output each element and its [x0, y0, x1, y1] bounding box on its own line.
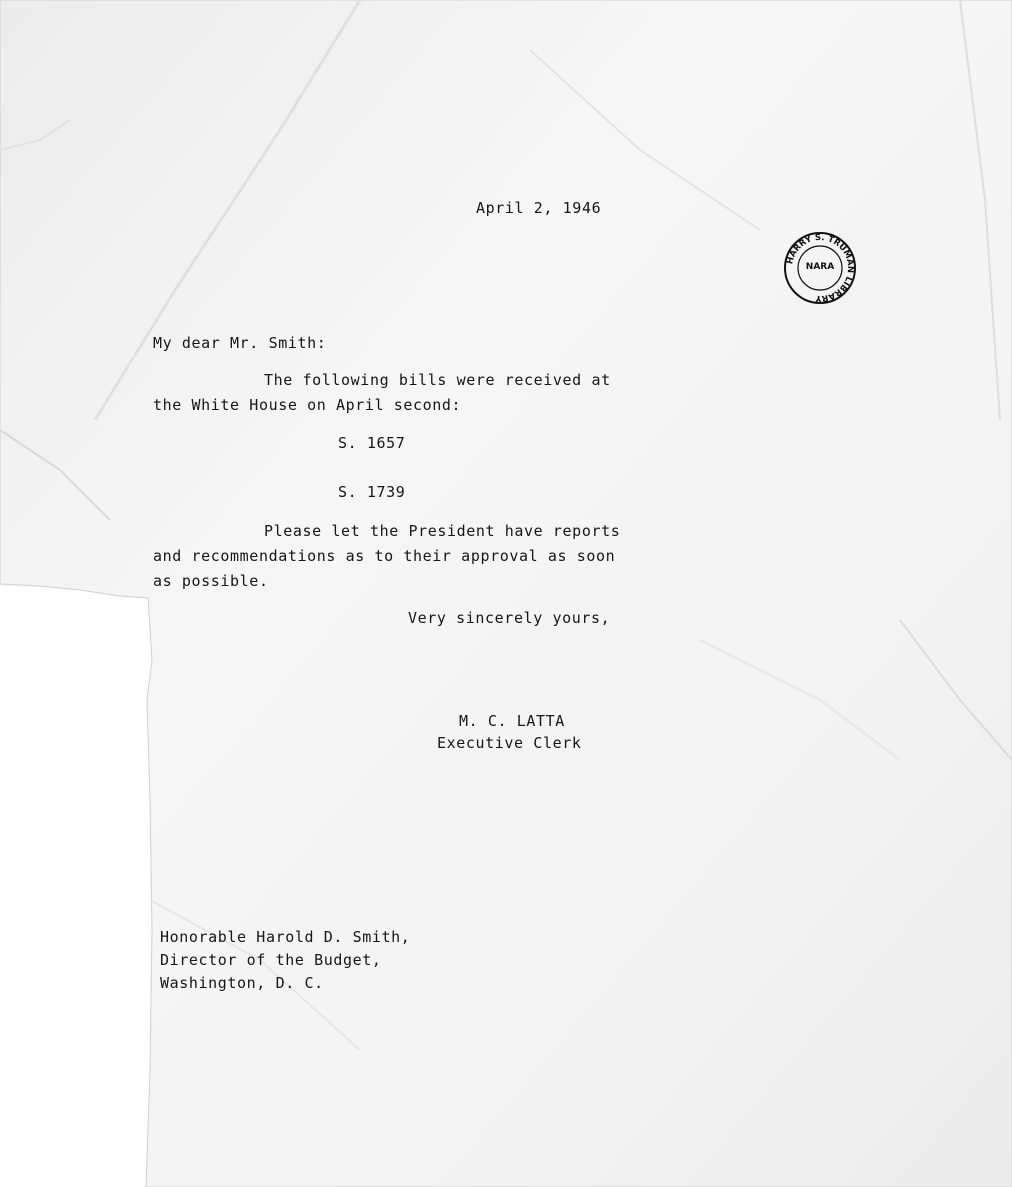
paragraph1-line2: the White House on April second: [153, 396, 462, 414]
archive-stamp [783, 231, 857, 305]
letter-date: April 2, 1946 [476, 199, 602, 217]
stamp-ring-text: HARRY S. TRUMAN LIBRARY [785, 232, 856, 304]
paragraph2-line3: as possible. [153, 572, 269, 590]
paragraph2-line1: Please let the President have reports [264, 522, 621, 540]
signer-title: Executive Clerk [437, 734, 582, 752]
bill-item: S. 1657 [338, 434, 406, 452]
recipient-line1: Honorable Harold D. Smith, [160, 928, 411, 946]
salutation: My dear Mr. Smith: [153, 334, 327, 352]
bill-item: S. 1739 [338, 483, 406, 501]
signer-name: M. C. LATTA [459, 712, 565, 730]
paragraph1-line1: The following bills were received at [264, 371, 611, 389]
recipient-line2: Director of the Budget, [160, 951, 382, 969]
recipient-line3: Washington, D. C. [160, 974, 324, 992]
closing: Very sincerely yours, [408, 609, 611, 627]
paragraph2-line2: and recommendations as to their approval as soon [153, 547, 616, 565]
stamp-center-text: NARA [805, 262, 835, 272]
